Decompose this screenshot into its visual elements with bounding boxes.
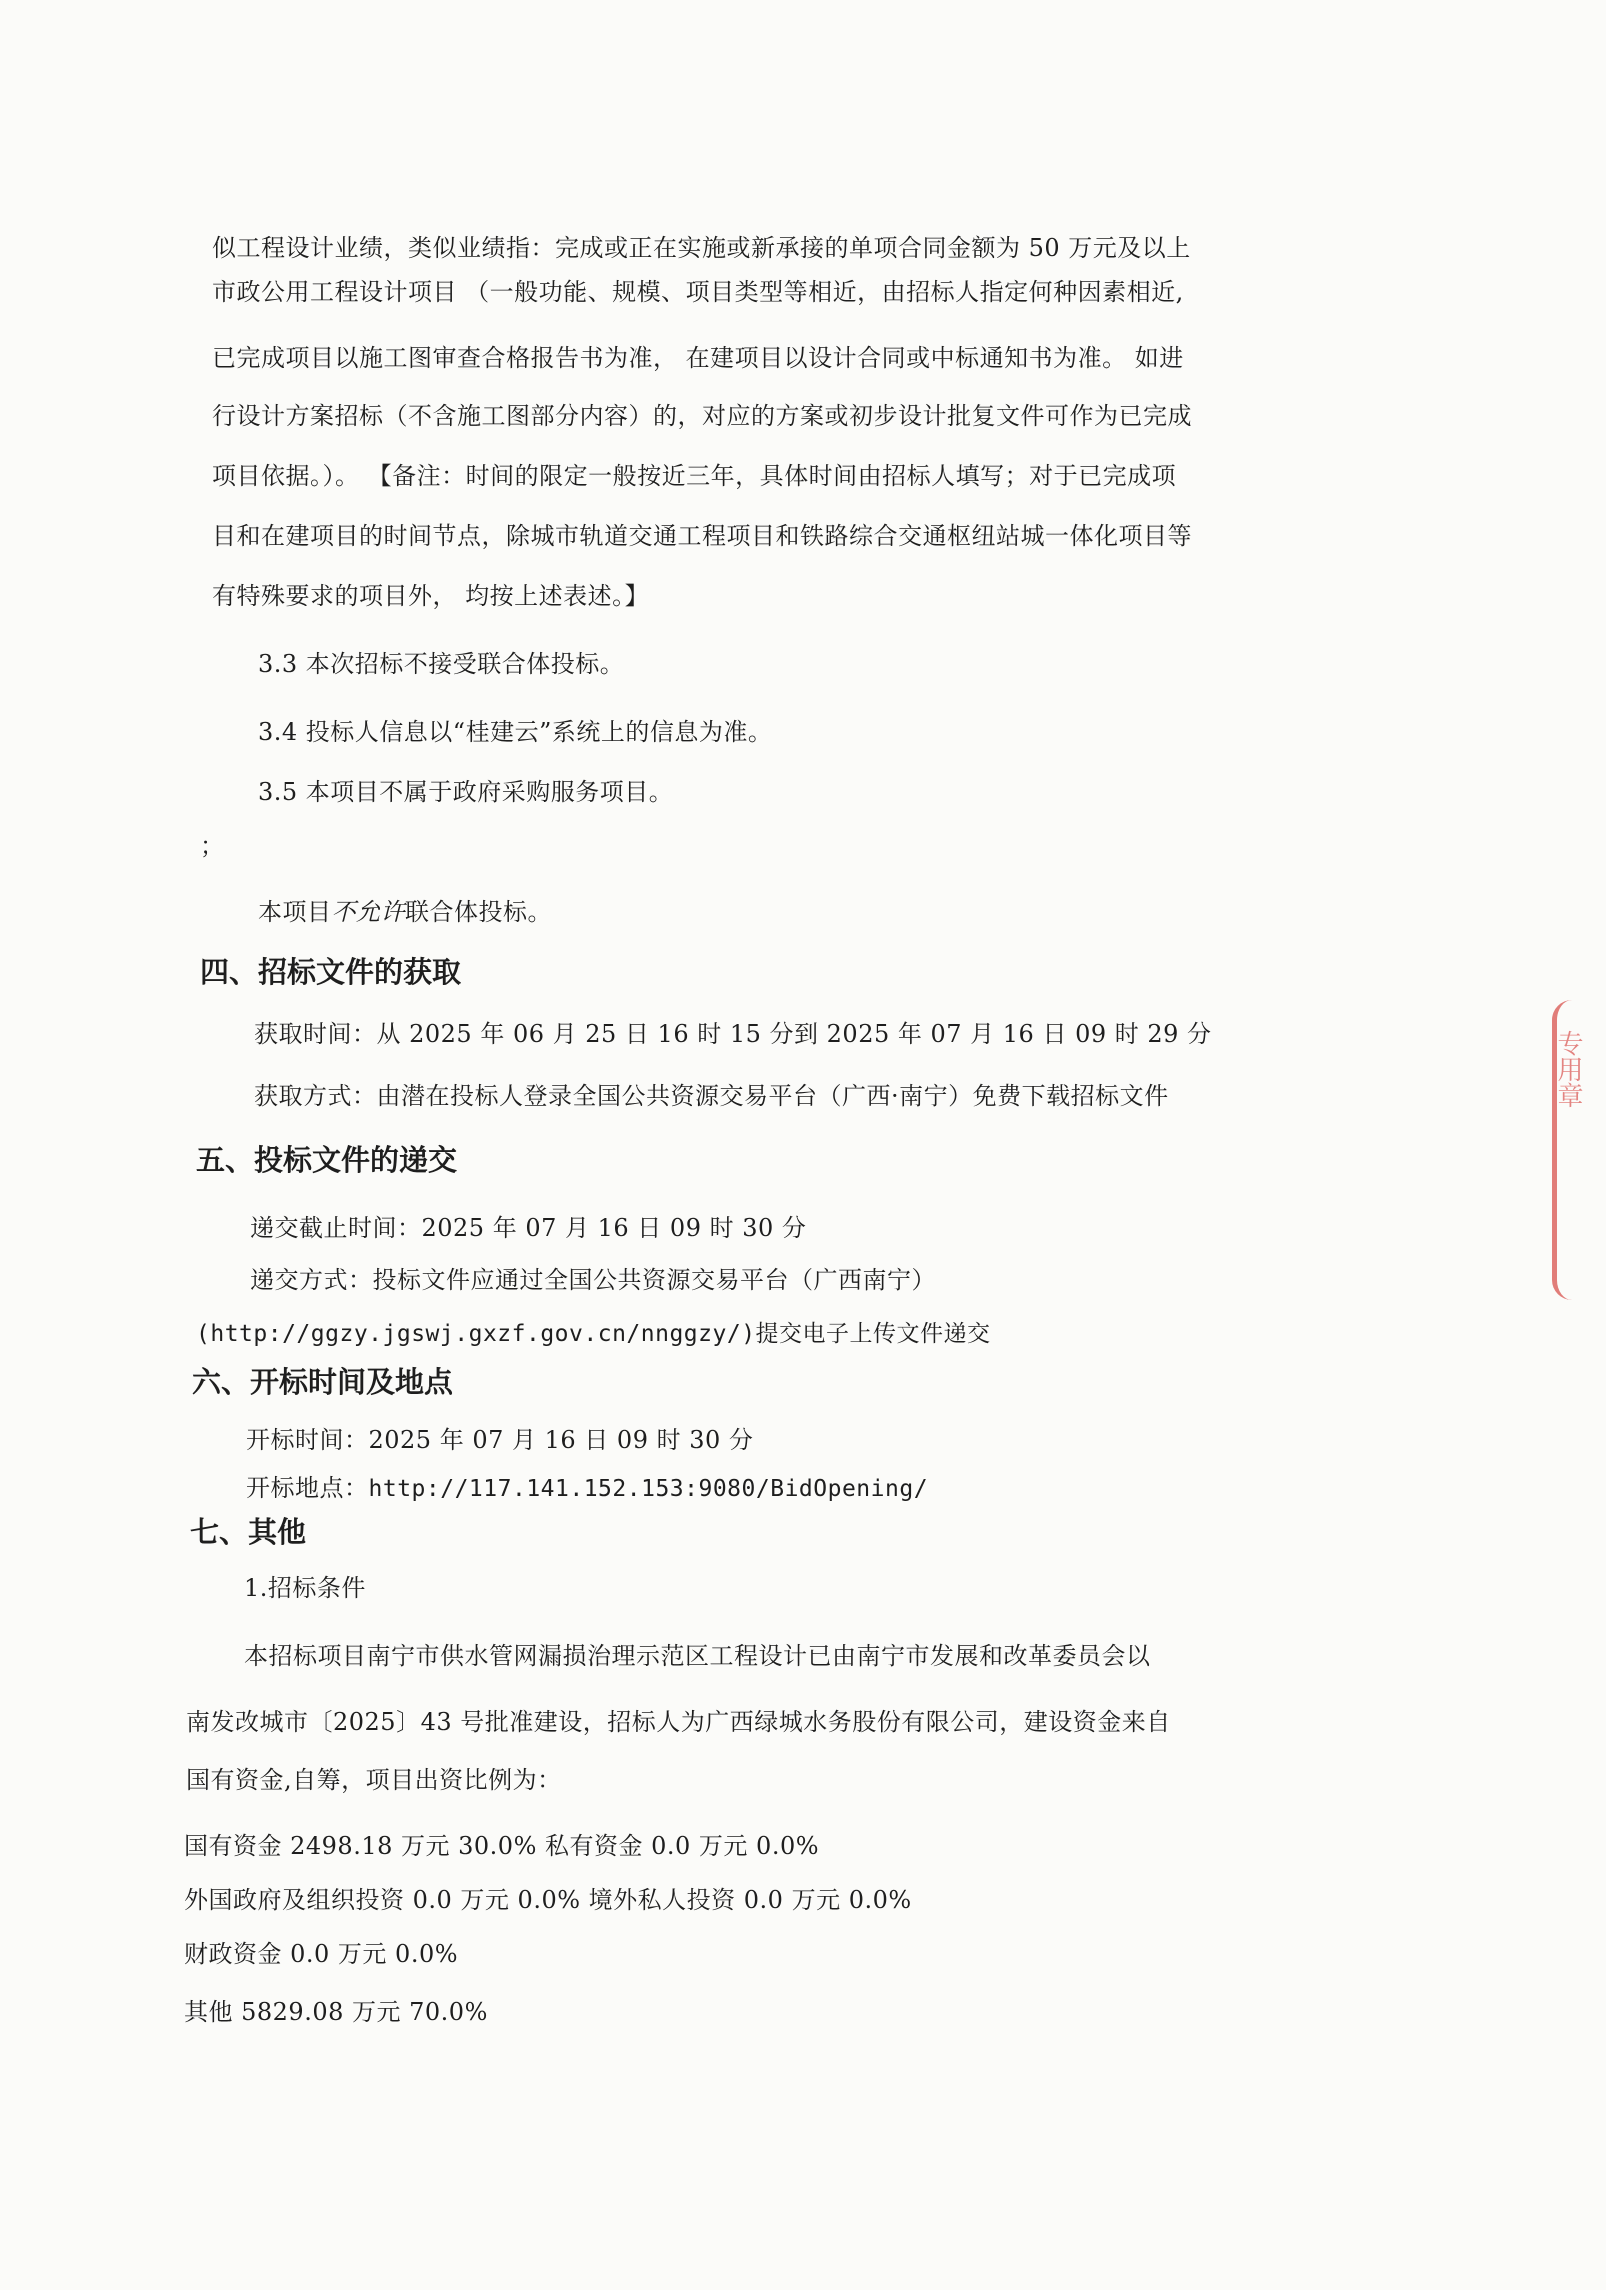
body-line: 本招标项目南宁市供水管网漏损治理示范区工程设计已由南宁市发展和改革委员会以 bbox=[244, 1642, 1151, 1670]
opening-place bbox=[246, 1472, 928, 1505]
body-line: 行设计方案招标（不含施工图部分内容）的，对应的方案或初步设计批复文件可作为已完成 bbox=[212, 402, 1192, 430]
item-3-5: 3.5 本项目不属于政府采购服务项目。 bbox=[258, 778, 674, 806]
section-heading-4: 四、招标文件的获取 bbox=[200, 955, 462, 989]
body-line: 目和在建项目的时间节点，除城市轨道交通工程项目和铁路综合交通枢纽站城一体化项目等 bbox=[212, 522, 1192, 550]
submit-method: 递交方式：投标文件应通过全国公共资源交易平台（广西南宁） bbox=[250, 1266, 936, 1294]
opening-place-url: http://117.141.152.153:9080/BidOpening/ bbox=[368, 1476, 929, 1502]
item-3-4: 3.4 投标人信息以“桂建云”系统上的信息为准。 bbox=[258, 718, 773, 746]
opening-place-label: 开标地点： bbox=[246, 1474, 369, 1502]
body-line: 市政公用工程设计项目 （一般功能、规模、项目类型等相近，由招标人指定何种因素相近, bbox=[212, 278, 1184, 306]
body-line: 有特殊要求的项目外， 均按上述表述。】 bbox=[212, 582, 650, 610]
body-line: 似工程设计业绩，类似业绩指：完成或正在实施或新承接的单项合同金额为 50 万元及以上 bbox=[212, 234, 1191, 262]
section-heading-6: 六、开标时间及地点 bbox=[192, 1365, 454, 1399]
body-line: 项目依据。）。 【备注：时间的限定一般按近三年，具体时间由招标人填写；对于已完成项 bbox=[212, 462, 1177, 490]
acquire-time: 获取时间：从 2025 年 06 月 25 日 16 时 15 分到 2025 年 07 月 16 日 09 时 29 分 bbox=[254, 1020, 1212, 1048]
funding-line: 外国政府及组织投资 0.0 万元 0.0% 境外私人投资 0.0 万元 0.0% bbox=[184, 1886, 912, 1914]
opening-time: 开标时间：2025 年 07 月 16 日 09 时 30 分 bbox=[246, 1426, 754, 1454]
body-line: 南发改城市〔2025〕43 号批准建设，招标人为广西绿城水务股份有限公司，建设资金来自 bbox=[186, 1708, 1171, 1736]
funding-line: 财政资金 0.0 万元 0.0% bbox=[184, 1940, 459, 1968]
subsection-title: 1.招标条件 bbox=[244, 1574, 366, 1602]
seal-stamp-text: 专用章 bbox=[1553, 1030, 1583, 1108]
submit-url-line: (http://ggzy.jgswj.gxzf.gov.cn/nnggzy/)提交电子上传文件递交 bbox=[196, 1321, 991, 1347]
consortium-note bbox=[258, 896, 552, 928]
submit-deadline: 递交截止时间：2025 年 07 月 16 日 09 时 30 分 bbox=[250, 1214, 807, 1242]
consortium-value: 不允许 bbox=[331, 898, 405, 926]
section-heading-7: 七、其他 bbox=[190, 1515, 307, 1549]
section-heading-5: 五、投标文件的递交 bbox=[196, 1143, 458, 1177]
consortium-prefix: 本项目 bbox=[258, 898, 332, 926]
funding-line: 国有资金 2498.18 万元 30.0% 私有资金 0.0 万元 0.0% bbox=[184, 1832, 820, 1860]
body-line: 已完成项目以施工图审查合格报告书为准， 在建项目以设计合同或中标通知书为准。 如进 bbox=[212, 344, 1184, 372]
acquire-method: 获取方式：由潜在投标人登录全国公共资源交易平台（广西·南宁）免费下载招标文件 bbox=[254, 1082, 1169, 1110]
stray-semicolon: ； bbox=[200, 832, 225, 860]
item-3-3: 3.3 本次招标不接受联合体投标。 bbox=[258, 650, 625, 678]
body-line: 国有资金,自筹，项目出资比例为： bbox=[186, 1766, 562, 1794]
consortium-suffix: 联合体投标。 bbox=[405, 898, 552, 926]
funding-line: 其他 5829.08 万元 70.0% bbox=[184, 1998, 488, 2026]
